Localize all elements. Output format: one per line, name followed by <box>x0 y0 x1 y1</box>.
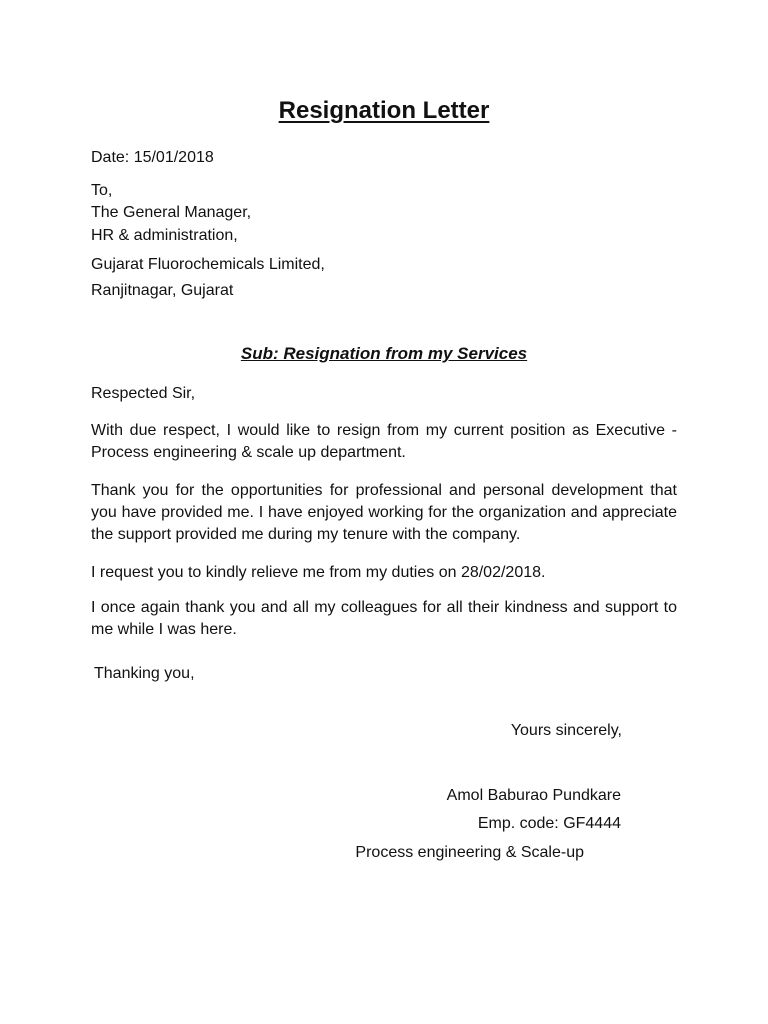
recipient-to: To, <box>91 182 113 199</box>
body-paragraph: I once again thank you and all my colleagues for all their kindness and support to me while I was here. <box>91 599 677 638</box>
recipient-title: The General Manager, <box>91 204 252 221</box>
signature-department: Process engineering & Scale-up <box>355 844 584 861</box>
letter-title: Resignation Letter <box>278 97 490 124</box>
salutation: Respected Sir, <box>91 385 196 402</box>
thanking-line: Thanking you, <box>94 665 195 682</box>
body-paragraph: With due respect, I would like to resign from my current position as Executive - Process engineering & scale up department. <box>91 422 677 461</box>
letter-date: Date: 15/01/2018 <box>91 149 214 166</box>
signature-name: Amol Baburao Pundkare <box>446 787 621 804</box>
recipient-department: HR & administration, <box>91 227 238 244</box>
closing-line: Yours sincerely, <box>510 722 622 739</box>
letter-subject: Sub: Resignation from my Services <box>240 344 528 363</box>
recipient-company: Gujarat Fluorochemicals Limited, <box>91 256 325 273</box>
body-paragraph: I request you to kindly relieve me from my duties on 28/02/2018. <box>91 564 546 581</box>
signature-emp-code: Emp. code: GF4444 <box>477 815 621 832</box>
body-paragraph: Thank you for the opportunities for professional and personal development that you have provided me. I have enjoyed working for the organization and appreciate the support provided me during my tenure with the company. <box>91 482 677 543</box>
recipient-address: Ranjitnagar, Gujarat <box>91 282 234 299</box>
